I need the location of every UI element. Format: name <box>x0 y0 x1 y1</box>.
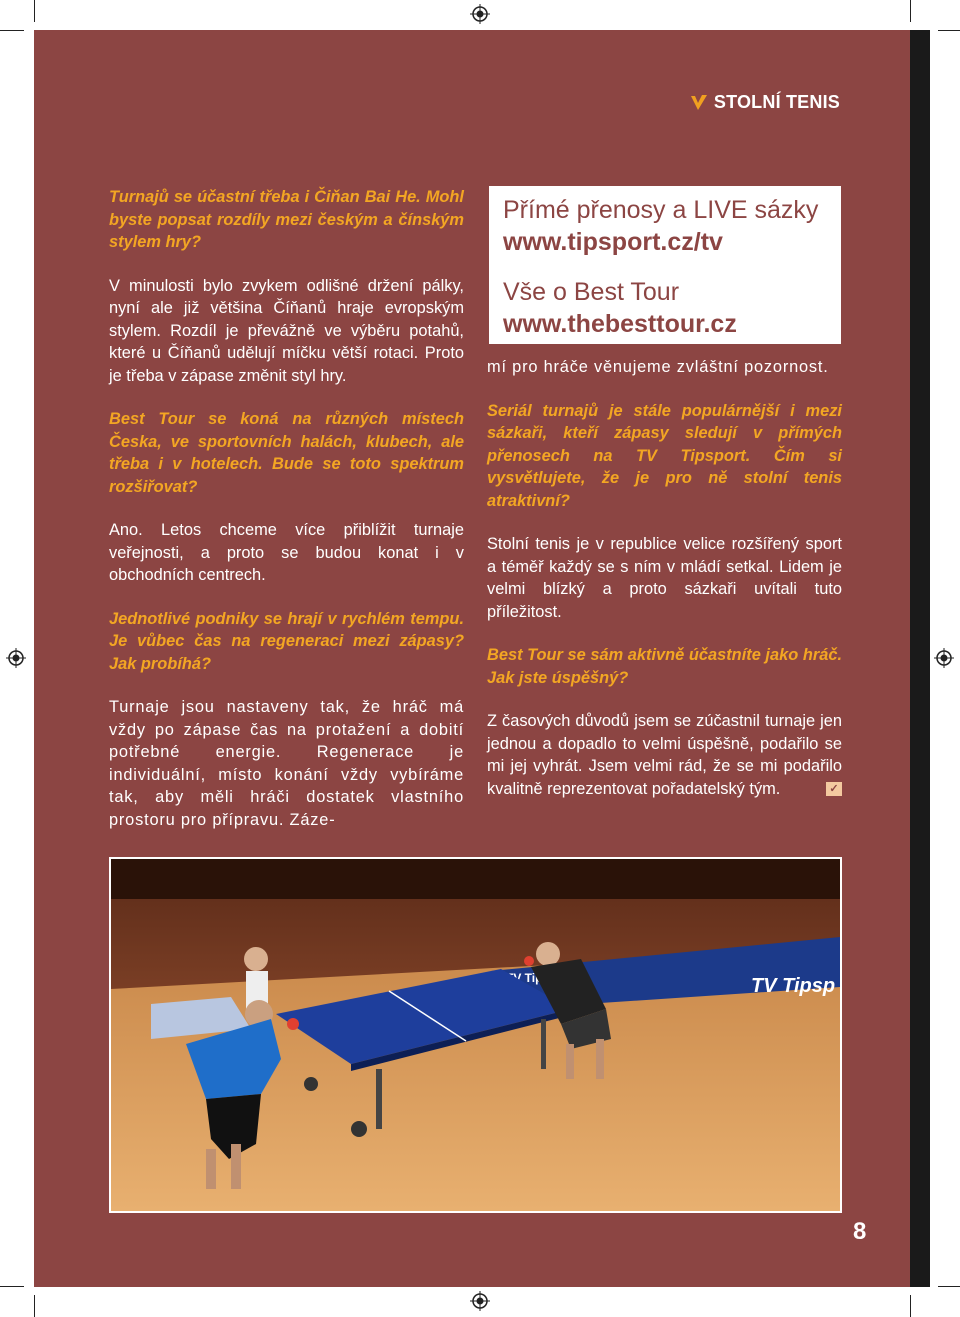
interview-answer: Stolní tenis je v republice velice rozšířený sport a téměř každý se s ním v mládí setkal. Lidem je velmi blízký a proto sázkaři uvítali tuto příležitost. <box>487 535 842 621</box>
checkmark-icon <box>690 94 708 112</box>
crop-mark <box>938 30 960 31</box>
crop-mark <box>0 1286 24 1287</box>
registration-mark-icon <box>470 1291 490 1311</box>
interview-answer: Turnaje jsou nastaveny tak, že hráč má vždy po zápase čas na protažení a dobití potřebné energie. Regenerace je individuální, místo konání vždy vybíráme tak, aby měli hráči dostatek vlastního prostoru pro přípravu. Záze- <box>109 698 464 829</box>
section-header <box>690 92 840 113</box>
interview-answer-continued: mí pro hráče věnujeme zvláštní pozornost. <box>487 358 829 376</box>
table-tennis-photo <box>109 857 842 1213</box>
bleed-strip <box>910 30 930 1287</box>
photo-illustration <box>111 859 840 1211</box>
registration-mark-icon <box>470 4 490 24</box>
left-column <box>109 186 464 852</box>
ad-link-besttour[interactable]: www.thebesttour.cz <box>503 310 737 338</box>
crop-mark <box>910 1295 911 1317</box>
section-title: STOLNÍ TENIS <box>713 92 840 112</box>
banner-text-right: TV Tipsp <box>751 975 836 997</box>
interview-question: Seriál turnajů je stále populárnější i mezi sázkaři, kteří zápasy sledují v přímých přenosech na TV Tipsport. Čím si vysvětlujete, že je pro ně stolní tenis atraktivní? <box>487 401 842 510</box>
crop-mark <box>34 0 35 22</box>
registration-mark-icon <box>934 648 954 668</box>
ad-headline: Přímé přenosy a LIVE sázky <box>503 196 819 224</box>
registration-mark-icon <box>6 648 26 668</box>
interview-question: Best Tour se sám aktivně účastníte jako hráč. Jak jste úspěšný? <box>487 646 842 687</box>
interview-answer <box>487 710 842 800</box>
interview-question: Turnajů se účastní třeba i Čiňan Bai He. Mohl byste popsat rozdíly mezi českým a čínským stylem hry? <box>109 188 464 251</box>
crop-mark <box>0 30 24 31</box>
crop-mark <box>910 0 911 22</box>
ad-link-tipsport[interactable]: www.tipsport.cz/tv <box>503 228 723 256</box>
interview-answer-text: Z časových důvodů jsem se zúčastnil turnaje jen jednou a dopadlo to velmi úspěšně, podařilo se mi jej vyhrát. Jsem velmi rád, že se mi podařilo kvalitně reprezentovat pořadatelský tým. <box>487 712 842 798</box>
interview-question: Jednotlivé podniky se hrají v rychlém tempu. Je vůbec čas na regeneraci mezi zápasy? Jak probíhá? <box>109 609 464 673</box>
interview-answer: Ano. Letos chceme více přiblížit turnaje veřejnosti, a proto se budou konat i v obchodních centrech. <box>109 521 464 584</box>
tipsport-ad-box <box>489 186 841 344</box>
ad-subheadline: Vše o Best Tour <box>503 278 680 306</box>
right-column <box>487 356 842 821</box>
interview-question: Best Tour se koná na různých místech Česka, ve sportovních halách, klubech, ale třeba i v hotelech. Bude se toto spektrum rozšiřovat? <box>109 410 464 496</box>
crop-mark <box>34 1295 35 1317</box>
crop-mark <box>938 1286 960 1287</box>
interview-answer: V minulosti bylo zvykem odlišné držení pálky, nyní ale již většina Číňanů hraje evropským stylem. Rozdíl je převážně ve výběru potahů, které u Číňanů udělují míčku větší rotaci. Proto je třeba v zápase změnit styl hry. <box>109 276 464 385</box>
article-end-icon: ✓ <box>826 782 842 796</box>
page-number: 8 <box>853 1218 867 1245</box>
